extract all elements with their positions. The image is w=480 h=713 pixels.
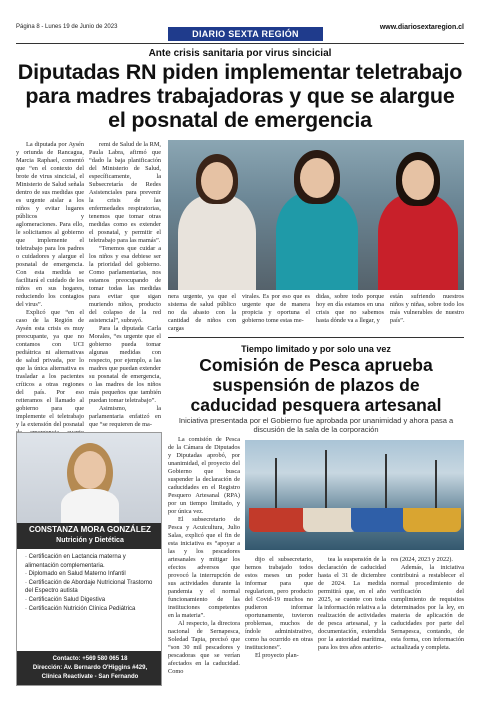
article1-row-col-2: virales. Es por eso que es urgente que de manera propicia y oportuna el gobierno tome estas me-	[242, 293, 310, 324]
ad-contact-band	[17, 651, 162, 685]
list-item: · Certificación Nutrición Clínica Pediátrica	[25, 605, 136, 612]
article-divider	[168, 337, 464, 338]
ad-contact: Contacto: +569 580 065 18	[52, 656, 128, 662]
paragraph: La diputada por Aysén y oriunda de Rancagua, Marcia Raphael, comentó que “en el contexto del brote de virus sincicial, el Ministerio de Salud señala dentro de sus medidas que es urgente aislar a los niños y evitar lugares públicos y aglomeraciones. Para ello, le solicitamos al gobierno que implemente el teletrabajo para los padres o cuidadores y alargue el posnatal de emergencia. Con esta medida se facilitará el cuidado de los niños en sus hogares, reduciendo los contagios del virus”.	[16, 141, 84, 308]
paragraph: “Tenemos que cuidar a los niños y esa debiese ser la prioridad del gobierno. Como parlamentarias, nos estamos preocupando de tomar todas las medidas para evitar que sigan muriendo niños, producto del colapso de la red asistencial”, subrayó.	[89, 245, 161, 324]
paragraph: Para la diputada Carla Morales, “es urgente que el gobierno pueda tomar algunas medidas con respecto, por ejemplo, a las madres que puedan extender su posnatal de emergencia, o las madres de los niños más pequeños que también puedan tomar teletrabajo”.	[89, 325, 161, 404]
ad-clinic: Clínica Reactivate - San Fernando	[41, 674, 139, 680]
article2-headline: Comisión de Pesca aprueba suspensión de plazos de caducidad pesquera artesanal	[190, 355, 442, 415]
article1-row-col-1: nera urgente, ya que el sistema de salud público no da abasto con la cantidad de niños con cargas	[168, 293, 236, 332]
list-item: · Certificación Salud Digestiva	[25, 596, 106, 603]
paragraph: dijo el subsecretario, hemos trabajado todos estos meses un poder informar para que regularicen, pero producto del Covid-19 muchos no pudieron informar oportunamente, tuvieron problemas, muchos de índole administrativo, como ha ocurrido en otras instituciones”.	[245, 556, 313, 651]
paragraph: Explicó que “en el caso de la Región de Aysén esta crisis es muy preocupante, ya que no contamos con UCI pediátrica ni alternativas de salud privada, por lo que la única alternativa es trasladar a los pacientes críticos a otras regiones del país. Por eso reiteramos el llamado al gobierno para que implemente el teletrabajo y la extensión del posnatal	[16, 309, 84, 428]
website-link[interactable]: www.diariosextaregion.cl	[379, 24, 464, 31]
list-item: · Diplomado en Salud Materno Infantil	[25, 571, 126, 578]
list-item: · Certificación de Abordaje Nutricional Trastorno del Espectro autista	[25, 579, 153, 595]
article1-column-1	[16, 141, 84, 461]
fishing-boats-photo	[245, 440, 464, 550]
paragraph: remi de Salud de la RM, Paula Labra, afirmó que “dado la baja planificación del Ministerio de Salud, específicamente, la Subsecretaría de Redes Asistenciales para prevenir la crisis de las enfermedades respiratorias, tenemos que tomar otras medidas como es extender el posnatal, y permitir el teletrabajo para las mamás”.	[89, 141, 161, 244]
ad-portrait	[17, 433, 162, 523]
article2-kicker: Tiempo limitado y por solo una vez	[241, 344, 391, 354]
nutritionist-ad	[16, 432, 162, 686]
article2-column-2	[245, 556, 313, 660]
paragraph: res (2024, 2023 y 2022).	[391, 556, 453, 563]
article1-headline: Diputadas RN piden implementar teletrabajo para madres trabajadoras y que se alargue el posnatal de emergencia	[17, 60, 463, 132]
deputies-photo	[168, 140, 464, 290]
ad-credentials	[25, 553, 159, 613]
article2-column-4	[391, 556, 464, 652]
article1-row-col-4: están sufriendo nuestros niños y niñas, sobre todo los más vulnerables de nuestro país”.	[390, 293, 464, 324]
ad-name: CONSTANZA MORA GONZÁLEZ	[29, 525, 151, 534]
paragraph: El subsecretario de Pesca y Acuicultura, Julio Salas, explicó que el fin de esta iniciativa es “apoyar a las y los pescadores artesanales y mitigar los efectos adversos que provocó la interrupción de sus actividades durante la pandemia y el normal funcionamiento de las instituciones competentes en la materia”.	[168, 516, 240, 619]
article1-column-2	[89, 141, 161, 429]
article1-kicker: Ante crisis sanitaria por virus sincicial	[148, 48, 332, 59]
ad-name-band	[17, 523, 162, 549]
paragraph: Al respecto, la directora nacional de Sernapesca, Soledad Tapia, precisó que “son 30 mil pescadores y pescadoras que se verían afectados en la caducidad. Como	[168, 620, 240, 675]
page-date: Página 8 - Lunes 19 de Junio de 2023	[16, 24, 118, 30]
paper-name-banner: DIARIO SEXTA REGIÓN	[168, 27, 323, 41]
article2-column-3	[318, 556, 386, 652]
paragraph: Además, la iniciativa contribuirá a restablecer el normal procedimiento de verificación del cumplimiento de requisitos determinados por la ley, en materia de aplicación de caducidades por parte del Sernapesca, contando, de esta forma, con información actualizada y completa.	[391, 564, 464, 651]
paragraph: tea la suspensión de la declaración de caducidad hasta el 31 de diciembre de 2024. La medida permitirá que, en el año 2025, se cuente con toda la información relativa a la realización de actividades de pesca artesanal, y la documentación, extendida por la autoridad marítima, para los tres años anterio-	[318, 556, 386, 651]
list-item: · Certificación en Lactancia materna y alimentación complementaria.	[25, 554, 126, 569]
article2-column-1	[168, 436, 240, 676]
paragraph: El proyecto plan-	[255, 652, 299, 659]
article2-subhead: Iniciativa presentada por el Gobierno fue aprobada por unanimidad y ahora pasa a discusión de la sala de la corporación	[178, 416, 454, 434]
header-rule	[16, 43, 464, 44]
ad-address: Dirección: Av. Bernardo O'Higgins #429,	[32, 665, 148, 671]
ad-title: Nutrición y Dietética	[56, 537, 124, 544]
paragraph: Asimismo, la parlamentaria enfatizó en que “se requieren de ma-	[89, 405, 161, 428]
paragraph: La comisión de Pesca de la Cámara de Diputados y Diputadas aprobó, por unanimidad, el proyecto del Gobierno que busca suspender la declaración de caducidades en el Registro Pesquero Artesanal (RPA) por un tiempo limitado, y por única vez.	[168, 436, 240, 515]
article1-row-col-3: didas, sobre todo porque hoy en día estamos en una crisis que no sabemos hasta dónde va a llegar, y	[316, 293, 384, 324]
